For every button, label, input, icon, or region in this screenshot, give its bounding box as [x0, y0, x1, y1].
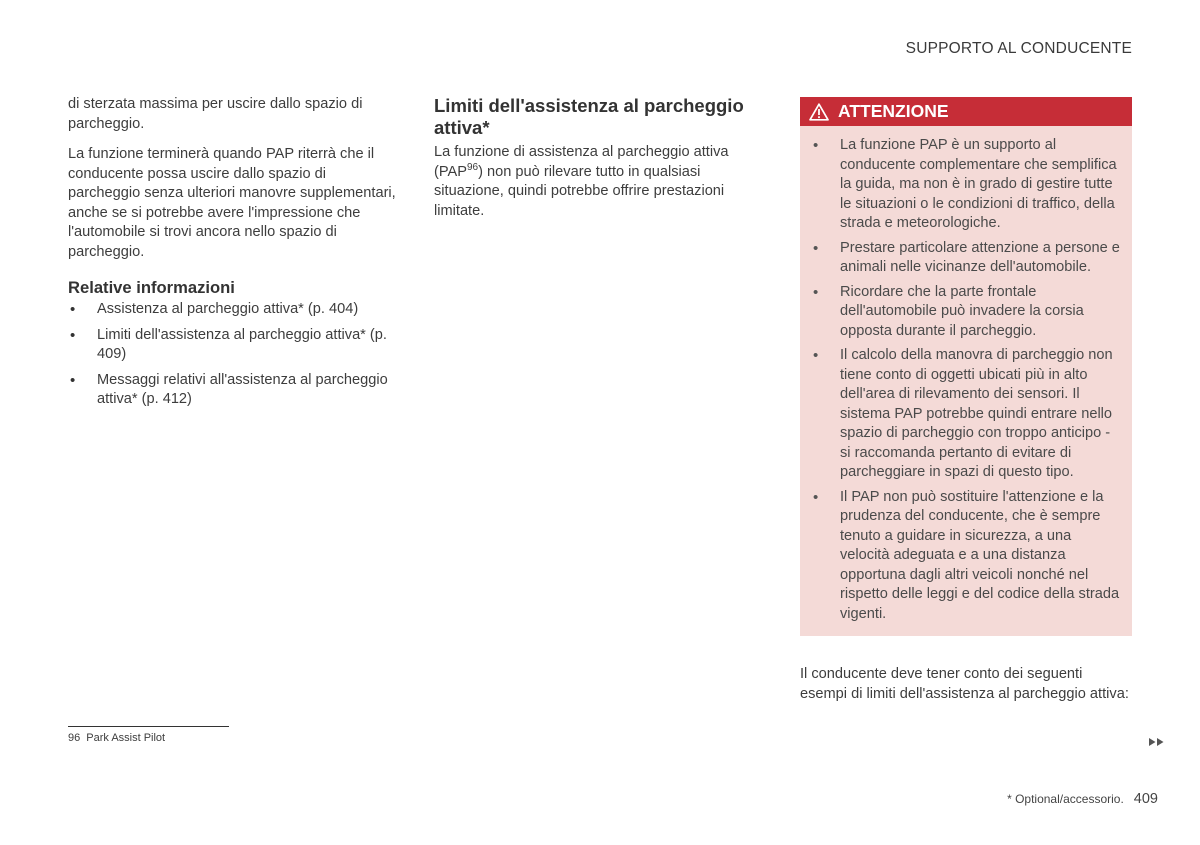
related-link[interactable]: • Assistenza al parcheggio attiva* (p. 404): [68, 300, 398, 320]
optional-note: * Optional/accessorio.: [1007, 792, 1124, 806]
warning-item: • Prestare particolare attenzione a persone e animali nelle vicinanze dell'automobile.: [812, 239, 1122, 278]
section-heading: Limiti dell'assistenza al parcheggio attiva*: [434, 95, 744, 138]
middle-column: [434, 95, 769, 221]
warning-list: [812, 136, 1122, 624]
warning-body: [800, 126, 1132, 636]
warning-box: [800, 97, 1132, 636]
warning-header: [800, 97, 1132, 126]
warning-item: • La funzione PAP è un supporto al conducente complementare che semplifica la guida, ma non è in grado di gestire tutte le situazioni o le condizioni di traffico, della strada e meteorologiche.: [812, 136, 1122, 234]
left-column: [68, 95, 398, 416]
warning-triangle-icon: [800, 103, 838, 121]
page-footer: [1007, 791, 1158, 807]
footnote-ref[interactable]: 96: [466, 161, 479, 173]
related-info-list: [68, 300, 398, 410]
related-link[interactable]: • Limiti dell'assistenza al parcheggio attiva* (p. 409): [68, 326, 398, 365]
footnote-divider: [68, 726, 229, 727]
warning-title: ATTENZIONE: [838, 101, 949, 121]
paragraph: di sterzata massima per uscire dallo spazio di parcheggio.: [68, 96, 363, 132]
double-triangle-right-icon[interactable]: [1148, 736, 1166, 748]
warning-item: • Il PAP non può sostituire l'attenzione e la prudenza del conducente, che è sempre tenuto a guidare in sicurezza, a una velocità adeguata e a una distanza opportuna dagli altri veicoli nonché nel rispetto delle leggi e del codice della strada vigenti.: [812, 488, 1122, 625]
paragraph: La funzione di assistenza al parcheggio attiva (PAP$^{96}$) non può rilevare tutto in qualsiasi situazione, quindi potrebbe offrire prestazioni limitate.: [434, 144, 729, 219]
footnote-text: Park Assist Pilot: [86, 732, 166, 744]
paragraph: La funzione terminerà quando PAP riterrà che il conducente possa uscire dallo spazio di parcheggio senza ulteriori manovre supplementari, anche se si potrebbe avere l'impressione che l'automobile si trovi ancora nello spazio di parcheggio.: [68, 146, 396, 260]
footnote: [68, 732, 165, 744]
warning-item: • Ricordare che la parte frontale dell'automobile può invadere la corsia opposta durante il parcheggio.: [812, 283, 1122, 342]
warning-item: • Il calcolo della manovra di parcheggio non tiene conto di oggetti ubicati più in alto dell'area di rilevamento dei sensori. Il sistema PAP potrebbe quindi entrare nello spazio di parcheggio con troppo anticipo - si raccomanda pertanto di evitare di parcheggiare in spazi di questo tipo.: [812, 346, 1122, 483]
related-link[interactable]: • Messaggi relativi all'assistenza al parcheggio attiva* (p. 412): [68, 371, 398, 410]
paragraph: Il conducente deve tener conto dei seguenti esempi di limiti dell'assistenza al parcheggio attiva:: [800, 666, 1129, 702]
page-number: 409: [1133, 791, 1158, 807]
section-title: SUPPORTO AL CONDUCENTE: [905, 40, 1132, 57]
related-info-heading: Relative informazioni: [68, 278, 235, 297]
footnote-number: 96: [68, 732, 81, 744]
right-column: [800, 97, 1132, 704]
